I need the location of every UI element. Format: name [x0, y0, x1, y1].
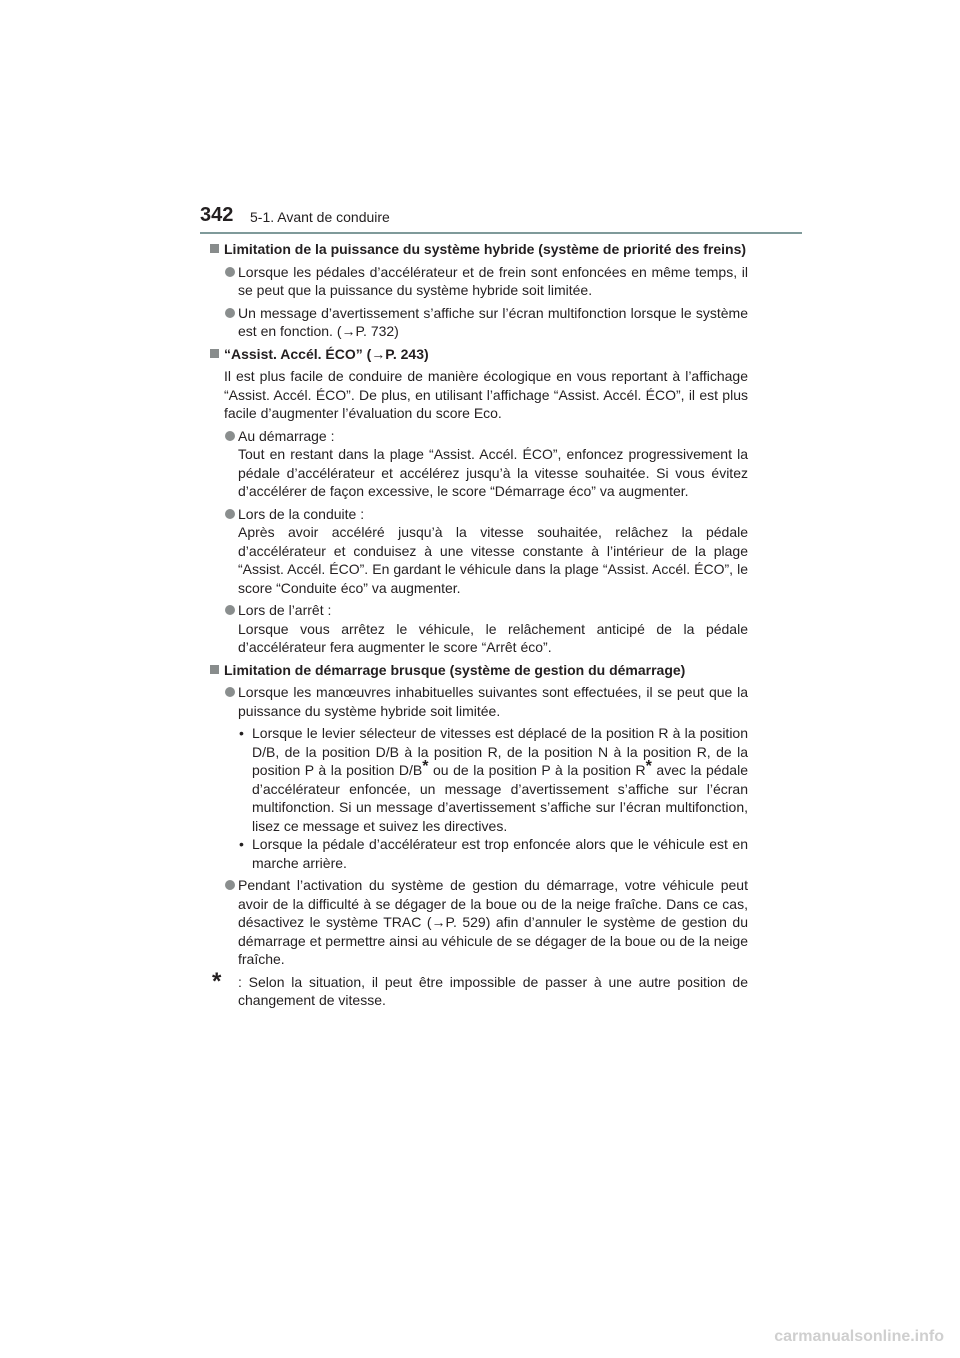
list-item: Lorsque les pédales d’accélérateur et de frein sont enfoncées en même temps, il se peut que la puissance du système hybride soit limitée.: [210, 263, 748, 300]
section-heading: “Assist. Accél. ÉCO” (→P. 243): [210, 345, 748, 364]
sub-list-item: • Lorsque le levier sélecteur de vitesses est déplacé de la position R à la position D/B, de la position D/B à la position R, de la position N à la position R, de la position P à la position D/B* ou de la position P à la position R* avec la pédale d’accélérateur enfoncée, un message d’avertissement s’affiche sur l’écran multifonction. Si un message d’avertissement s’affiche sur l’écran multifonction, lisez ce message et suivez les directives.: [239, 725, 748, 834]
list-item-heading: Au démarrage :: [238, 427, 335, 444]
footnote: * : Selon la situation, il peut être impossible de passer à une autre position de changement de vitesse.: [212, 967, 748, 1008]
section-heading: Limitation de la puissance du système hybride (système de priorité des freins): [210, 240, 748, 259]
circle-bullet-icon: [225, 687, 235, 697]
section-intro: Il est plus facile de conduire de manière écologique en vous reportant à l’affichage “Assist. Accél. ÉCO”. De plus, en utilisant l’affichage “Assist. Accél. ÉCO”, il est plus facile d’augmenter l’évaluation du score Eco.: [224, 368, 748, 421]
list-item: [210, 427, 748, 501]
chapter-title: 5-1. Avant de conduire: [250, 209, 390, 225]
list-item: Pendant l’activation du système de gestion du démarrage, votre véhicule peut avoir de la difficulté à se dégager de la boue ou de la neige fraîche. Dans ce cas, désactivez le système TRAC (→P. 529) afin d’annuler le système de gestion du démarrage et permettre ainsi au véhicule de se dégager de la boue ou de la neige fraîche.: [210, 876, 748, 969]
page-number: 342: [200, 204, 234, 226]
list-item-text: Lorsque vous arrêtez le véhicule, le relâchement anticipé de la pédale d’accélérateur fera augmenter le score “Arrêt éco”.: [238, 620, 748, 655]
list-item-heading: Lors de la conduite :: [238, 505, 365, 522]
square-bullet-icon: [210, 349, 219, 358]
footnote-star-icon: *: [212, 967, 222, 995]
list-item-text: Tout en restant dans la plage “Assist. Accél. ÉCO”, enfoncez progressivement la pédale d’accélérateur et accélérez jusqu’à la vitesse souhaitée. Si vous évitez d’accélérer de façon excessive, le score “Démarrage éco” va augmenter.: [238, 446, 748, 499]
list-item: Un message d’avertissement s’affiche sur l’écran multifonction lorsque le système est en fonction. (→P. 732): [210, 304, 748, 341]
sub-list-item: • Lorsque la pédale d’accélérateur est trop enfoncée alors que le véhicule est en marche arrière.: [239, 836, 748, 871]
circle-bullet-icon: [225, 880, 235, 890]
page-header: [200, 204, 802, 236]
list-item: Lorsque les manœuvres inhabituelles suivantes sont effectuées, il se peut que la puissance du système hybride soit limitée.: [210, 683, 748, 720]
sub-bullet: •: [239, 725, 244, 741]
square-bullet-icon: [210, 665, 219, 674]
section-heading: Limitation de démarrage brusque (système de gestion du démarrage): [210, 661, 748, 680]
circle-bullet-icon: [225, 308, 235, 318]
page-content: [210, 240, 748, 1010]
watermark: carmanualsonline.info: [774, 1328, 944, 1345]
circle-bullet-icon: [225, 267, 235, 277]
circle-bullet-icon: [225, 431, 235, 441]
header-rule: [200, 232, 802, 234]
square-bullet-icon: [210, 244, 219, 253]
circle-bullet-icon: [225, 605, 235, 615]
list-item: [210, 601, 748, 657]
list-item-heading: Lors de l’arrêt :: [238, 602, 332, 618]
sub-bullet: •: [239, 836, 244, 852]
footnote-star-icon: *: [422, 758, 429, 775]
list-item: [210, 505, 748, 598]
list-item-text: Après avoir accéléré jusqu’à la vitesse souhaitée, relâchez la pédale d’accélérateur et conduisez à une vitesse constante à l’intérieur de la plage “Assist. Accél. ÉCO”. En gardant le véhicule dans la plage “Assist. Accél. ÉCO”, le score “Conduite éco” va augmenter.: [238, 524, 748, 596]
circle-bullet-icon: [225, 509, 235, 519]
footnote-star-icon: *: [645, 758, 652, 775]
